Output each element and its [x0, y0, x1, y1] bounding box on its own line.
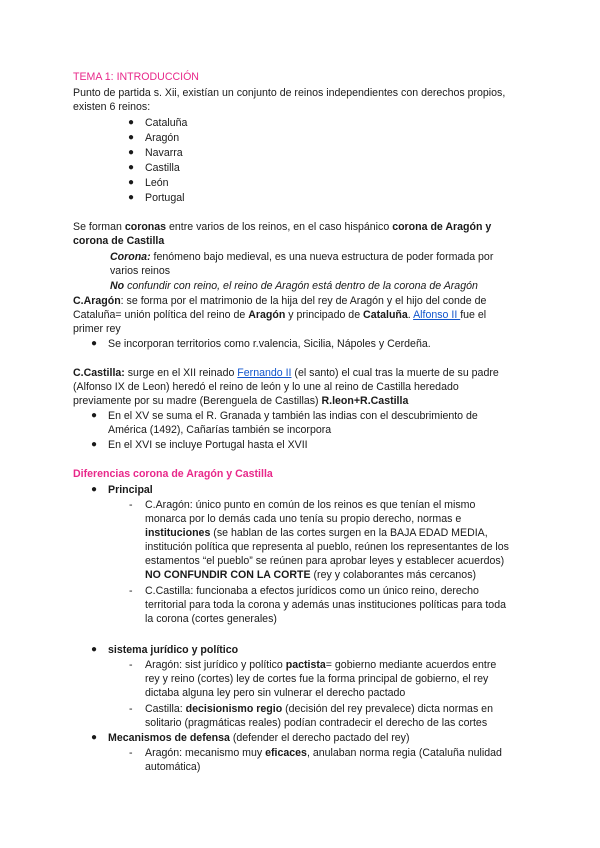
- list-item: Navarra: [145, 147, 183, 159]
- coronas-line-2: corona de Castilla: [73, 235, 165, 247]
- list-item: Cataluña: [145, 117, 188, 129]
- principal-aragon-line-3: instituciones (se hablan de las cortes surgen en la BAJA EDAD MEDIA,: [145, 527, 488, 539]
- sistema-aragon-line-2: rey y reino (cortes) ley de cortes fue la forma principal de gobierno, el rey: [145, 673, 489, 685]
- bullet-icon: ●: [91, 410, 98, 421]
- bullet-icon: ●: [91, 732, 98, 743]
- castilla-line-2: (Alfonso IX de Leon) heredó el reino de león y lo une al reino de Castilla heredado: [73, 381, 459, 393]
- alfonso-ii-link[interactable]: Alfonso II: [413, 309, 461, 321]
- bullet-icon: ●: [91, 439, 98, 450]
- bullet-icon: ●: [128, 117, 135, 128]
- list-item: Aragón: [145, 132, 180, 144]
- section-heading-diferencias: Diferencias corona de Aragón y Castilla: [73, 468, 273, 480]
- bullet-icon: ●: [128, 162, 135, 173]
- list-item: Portugal: [145, 192, 185, 204]
- principal-label: Principal: [108, 484, 153, 496]
- sistema-aragon-line-3: dictaba alguna ley pero sin vulnerar el derecho pactado: [145, 687, 406, 699]
- castilla-line-1: C.Castilla: surge en el XII reinado Fernando II (el santo) el cual tras la muerte de su padre: [73, 367, 499, 379]
- bullet-icon: ●: [128, 147, 135, 158]
- principal-aragon-line-6: NO CONFUNDIR CON LA CORTE (rey y colaborantes más cercanos): [145, 569, 477, 581]
- corona-note: No confundir con reino, el reino de Aragón está dentro de la corona de Aragón: [110, 280, 478, 292]
- corona-definition-line-2: varios reinos: [110, 265, 171, 277]
- principal-castilla-line-2: territorial para toda la corona y además unas instituciones políticas para toda: [145, 599, 506, 611]
- castilla-bullet-1-line-1: En el XV se suma el R. Granada y también las indias con el descubrimiento de: [108, 410, 478, 422]
- principal-castilla-line-1: C.Castilla: funcionaba a efectos jurídicos como un único reino, derecho: [145, 585, 479, 597]
- bullet-icon: ●: [91, 644, 98, 655]
- castilla-line-3: previamente por su madre (Berenguela de Castillas) R.leon+R.Castilla: [73, 395, 409, 407]
- bullet-icon: ●: [128, 177, 135, 188]
- dash-bullet: -: [129, 659, 133, 671]
- castilla-bullet-1-line-2: América (1492), Cañarías también se incorpora: [108, 424, 332, 436]
- bullet-icon: ●: [91, 338, 98, 349]
- principal-castilla-line-3: la corona (cortes generales): [145, 613, 277, 625]
- sistema-aragon-line-1: Aragón: sist jurídico y político pactista= gobierno mediante acuerdos entre: [145, 659, 497, 671]
- aragon-line-2: Cataluña= unión política del reino de Aragón y principado de Cataluña. Alfonso II fue el: [73, 309, 487, 321]
- principal-aragon-line-1: C.Aragón: único punto en común de los reinos es que tenían el mismo: [145, 499, 476, 511]
- bullet-icon: ●: [91, 484, 98, 495]
- sistema-castilla-line-2: solitario (pragmáticas reales) podían contradecir el derecho de las cortes: [145, 717, 488, 729]
- principal-aragon-line-5: estamentos “el pueblo” se reúnen para aprobar leyes y establecer acuerdos): [145, 555, 505, 567]
- bullet-icon: ●: [128, 192, 135, 203]
- bullet-icon: ●: [128, 132, 135, 143]
- intro-line-1: Punto de partida s. Xii, existían un conjunto de reinos independientes con derechos propios,: [73, 87, 506, 99]
- principal-aragon-line-4: institución política que representa al pueblo, reúnen los representantes de los: [145, 541, 509, 553]
- aragon-line-1: C.Aragón: se forma por el matrimonio de la hija del rey de Aragón y el hijo del conde de: [73, 295, 487, 307]
- principal-aragon-line-2: monarca por lo demás cada uno tenía su propio derecho, normas e: [145, 513, 462, 525]
- aragon-bullet: Se incorporan territorios como r.valencia, Sicilia, Nápoles y Cerdeña.: [108, 338, 431, 350]
- aragon-line-3: primer rey: [73, 323, 121, 335]
- corona-definition-line-1: Corona: fenómeno bajo medieval, es una nueva estructura de poder formada por: [110, 251, 494, 263]
- mecanismos-label: Mecanismos de defensa (defender el derecho pactado del rey): [108, 732, 410, 744]
- dash-bullet: -: [129, 499, 133, 511]
- mecanismos-aragon-line-2: automática): [145, 761, 201, 773]
- intro-line-2: existen 6 reinos:: [73, 101, 151, 113]
- dash-bullet: -: [129, 747, 133, 759]
- mecanismos-aragon-line-1: Aragón: mecanismo muy eficaces, anulaban norma regia (Cataluña nulidad: [145, 747, 502, 759]
- sistema-label: sistema jurídico y político: [108, 644, 239, 656]
- list-item: Castilla: [145, 162, 180, 174]
- list-item: León: [145, 177, 169, 189]
- dash-bullet: -: [129, 585, 133, 597]
- page-title: TEMA 1: INTRODUCCIÓN: [73, 71, 199, 83]
- coronas-line-1: Se forman coronas entre varios de los reinos, en el caso hispánico corona de Aragón y: [73, 221, 492, 233]
- sistema-castilla-line-1: Castilla: decisionismo regio (decisión del rey prevalece) dicta normas en: [145, 703, 493, 715]
- castilla-bullet-2: En el XVI se incluye Portugal hasta el XVII: [108, 439, 308, 451]
- fernando-ii-link[interactable]: Fernando II: [237, 367, 292, 379]
- dash-bullet: -: [129, 703, 133, 715]
